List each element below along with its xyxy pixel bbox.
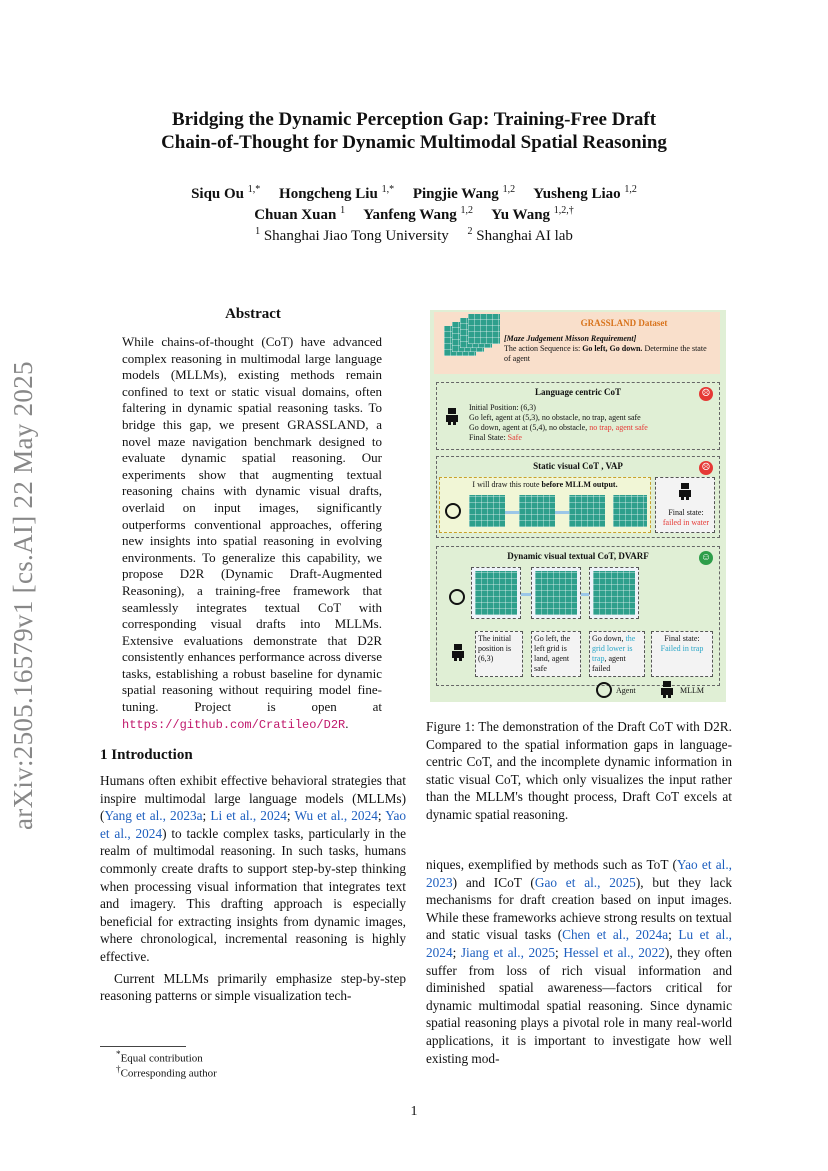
language-cot-panel [436,382,720,450]
agent-icon [445,503,461,519]
paragraph: Current MLLMs primarily emphasize step-by-step reasoning patterns or simple visualization tech- [100,970,406,1004]
author: Yanfeng Wang $^{1,2}$ [363,205,474,223]
static-cot-panel [436,456,720,538]
sad-face-icon: ☹ [699,461,713,475]
maze-image [519,495,555,527]
author: Chuan Xuan $^1$ [254,205,346,223]
footnote-1: *Equal contribution [116,1049,203,1065]
step-box-2: Go left, the left grid is land, agent safe [531,631,581,677]
citation-link[interactable]: Hessel et al., 2022 [563,944,665,960]
footnote-rule [100,1046,186,1047]
draft-frame [531,567,581,619]
maze-image [469,495,505,527]
citation-link[interactable]: Li et al., 2024 [210,808,287,824]
footnote-2: †Corresponding author [116,1064,217,1080]
maze-image [475,571,517,615]
arrow-icon [581,593,589,596]
dyn-final-box: Final state: Failed in trap [651,631,713,677]
citation-link[interactable]: Jiang et al., 2025 [460,944,556,960]
section-heading-introduction: 1 Introduction [100,747,193,763]
robot-icon [445,407,459,425]
dynamic-cot-panel [436,546,720,686]
arrow-icon [505,511,519,514]
requirement-text: The action Sequence is: Go left, Go down. Determine the state of agent [504,344,707,363]
abstract-heading: Abstract [225,306,281,322]
arxiv-stamp: arXiv:2505.16579v1 [cs.AI] 22 May 2025 [8,361,38,830]
step-box-3: Go down, the grid lower is trap, agent failed [589,631,645,677]
abstract-body: While chains-of-thought (CoT) have advanced complex reasoning in multimodal large language models (MLLMs), existing methods remain confined to text or static visual domains, often faltering in dynamic spatial reasoning tasks. To bridge this gap, we present GRASSLAND, a novel maze navigation benchmark designed to evaluate dynamic spatial reasoning. Our experiments show that augmenting textual reasoning chains with dynamic visual drafts, overlaid on input images, significantly outperforms conventional approaches, offering new insights into spatial reasoning in evolving environments. To generalize this capability, we propose D2R (Dynamic Draft-Augmented Reasoning), a training-free framework that seamlessly integrates textual CoT with corresponding visual drafts into MLLMs. Extensive evaluations demonstrate that D2R consistently enhances performance across diverse tasks, establishing a robust baseline for dynamic spatial reasoning without requiring model fine-tuning. Project is open at https://github.com/Cratileo/D2R. [122,334,382,732]
citation-link[interactable]: Gao et al., 2025 [534,874,636,890]
affiliations: $^1$ Shanghai Jiao Tong University $^2$ Shanghai AI lab [255,226,573,244]
step-box-1: The initial position is (6,3) [475,631,523,677]
maze-image [593,571,635,615]
author-row-1 [0,184,828,203]
title-line-2: Chain-of-Thought for Dynamic Multimodal Spatial Reasoning [161,132,667,153]
intro-column-2: niques, exemplified by methods such as ToT (Yao et al., 2023) and ICoT (Gao et al., 2025), but they lack mechanisms for draft creation based on input images. While these frameworks achieve strong results on textual and static visual tasks (Chen et al., 2024a; Lu et al., 2024; Jiang et al., 2025; Hessel et al., 2022), they often suffer from loss of rich visual information and diminished spatial awareness—factors critical for dynamic multimodal spatial reasoning. Since dynamic spatial reasoning plays a pivotal role in many real-world applications, it is important to investigate how well existing mod- [426,857,732,1066]
author: Yusheng Liao $^{1,2}$ [533,184,637,202]
agent-icon [449,589,465,605]
robot-legend-icon [660,680,674,698]
legend-mllm: MLLM [680,686,704,695]
page-number: 1 [410,1104,418,1119]
title-line-1: Bridging the Dynamic Perception Gap: Training-Free Draft [171,109,657,130]
project-link[interactable]: https://github.com/Cratileo/D2R [122,717,346,732]
author: Pingjie Wang $^{1,2}$ [412,184,516,202]
citation-link[interactable]: Wu et al., 2024 [294,808,378,824]
panel-title: Static visual CoT , VAP [533,461,623,471]
panel-title: Language centric CoT [535,387,621,397]
maze-image [535,571,577,615]
static-final-box [655,477,715,533]
requirement-title: [Maze Judgement Misson Requirement] [504,334,637,343]
maze-image [613,495,647,527]
agent-legend-icon [596,682,612,698]
citation-link[interactable]: Yao et al., 2024 [100,808,407,841]
draft-frame [471,567,521,619]
intro-column-1 [100,772,406,1005]
static-final-text: Final state: failed in water [662,508,710,527]
legend-agent: Agent [616,686,636,695]
draft-frame [589,567,639,619]
paper-title [0,108,828,154]
citation-link[interactable]: Chen et al., 2024a [562,927,669,943]
author-row-2 [0,205,828,224]
citation-link[interactable]: Yang et al., 2023a [104,808,203,824]
author: Yu Wang $^{1,2,\dagger}$ [491,205,574,223]
arrow-icon [555,511,569,514]
dataset-title: GRASSLAND Dataset [580,318,668,328]
robot-icon [678,482,692,500]
figure-caption: Figure 1: The demonstration of the Draft CoT with D2R. Compared to the spatial information gaps in language-centric CoT, and the incomplete dynamic information in static visual CoT, which only visualizes the input rather than the MLLM's thought process, Draft CoT excels at dynamic spatial reasoning. [426,719,732,822]
figure-1 [430,310,726,702]
arrow-icon [521,593,531,596]
citation-link[interactable]: Yao et al., 2023 [426,857,732,890]
static-text: I will draw this route before MLLM output. [472,480,618,489]
dataset-panel [434,312,720,374]
robot-icon [451,643,465,661]
happy-face-icon: ☺ [700,552,712,563]
citation-link[interactable]: Lu et al., 2024 [426,927,732,960]
author: Hongcheng Liu $^{1,*}$ [279,184,395,202]
sad-face-icon: ☹ [699,387,713,401]
maze-image [468,314,500,344]
author: Siqu Ou $^{1,*}$ [191,184,261,202]
language-cot-text: Initial Position: (6,3) Go left, agent at (5,3), no obstacle, no trap, agent safe Go down, agent at (5,4), no obstacle, no trap, agent safe Final State: Safe [469,403,648,442]
maze-image [569,495,605,527]
panel-title: Dynamic visual textual CoT, DVARF [507,551,649,561]
paragraph: Humans often exhibit effective behavioral strategies that inspire multimodal large language models (MLLMs) (Yang et al., 2023a; Li et al., 2024; Wu et al., 2024; Yao et al., 2024) to tackle complex tasks, particularly in the realm of multimodal reasoning. In such tasks, humans commonly create drafts to support step-by-step thinking when processing visual information that integrates text and imagery. This drafting approach is especially beneficial for extracting insights from dynamic images, where chronological, incremental reasoning is highly effective. [100,773,407,964]
